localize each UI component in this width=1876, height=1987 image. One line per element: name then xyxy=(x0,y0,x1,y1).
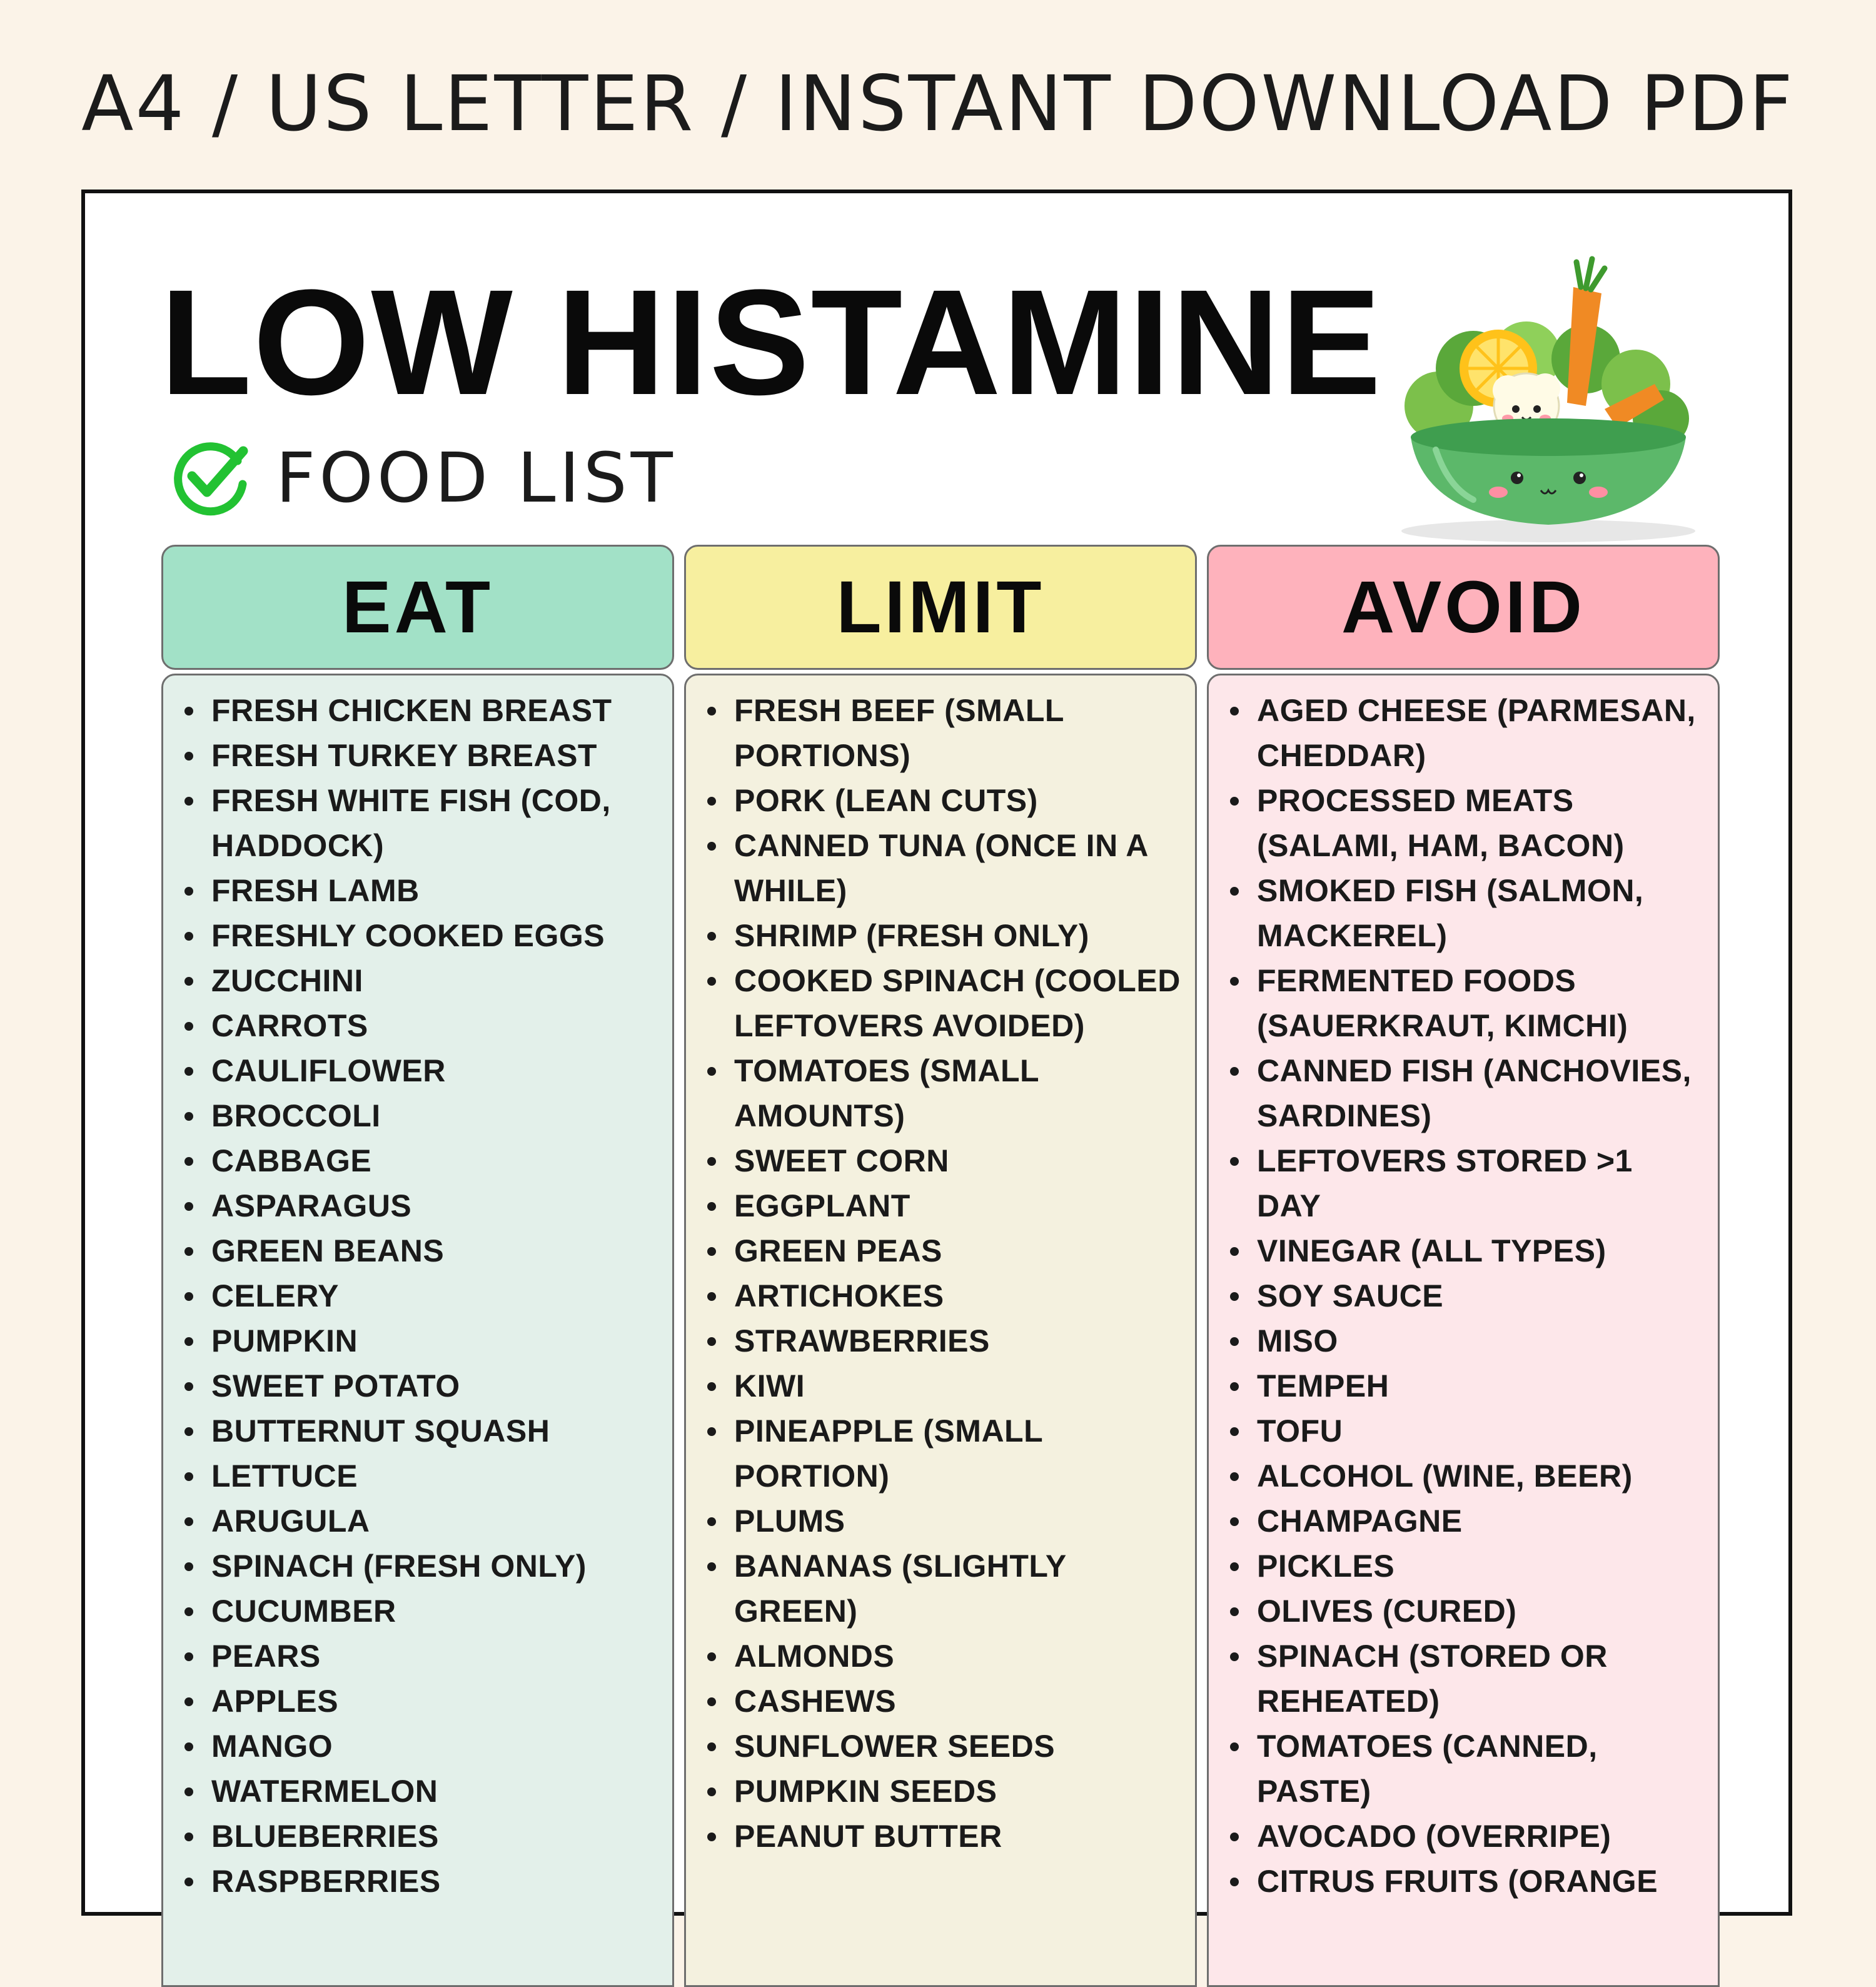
list-item: CELERY xyxy=(183,1273,660,1318)
eat-header: EAT xyxy=(161,545,674,670)
list-item: FRESH TURKEY BREAST xyxy=(183,733,660,778)
list-item: ALMONDS xyxy=(706,1634,1183,1679)
list-item: PEANUT BUTTER xyxy=(706,1814,1183,1859)
subtitle-row xyxy=(169,437,677,518)
eat-list xyxy=(183,688,660,1904)
limit-list-panel xyxy=(684,674,1197,1987)
list-item: BLUEBERRIES xyxy=(183,1814,660,1859)
list-item: FRESH CHICKEN BREAST xyxy=(183,688,660,733)
list-item: CASHEWS xyxy=(706,1679,1183,1724)
list-item: FERMENTED FOODS (SAUERKRAUT, KIMCHI) xyxy=(1229,958,1705,1048)
checkmark-circle-icon xyxy=(169,437,251,518)
list-item: EGGPLANT xyxy=(706,1183,1183,1228)
list-item: STRAWBERRIES xyxy=(706,1318,1183,1363)
list-item: SHRIMP (FRESH ONLY) xyxy=(706,913,1183,958)
list-item: MISO xyxy=(1229,1318,1705,1363)
eat-column xyxy=(161,545,674,1987)
avoid-column xyxy=(1207,545,1720,1987)
list-item: CABBAGE xyxy=(183,1138,660,1183)
list-item: FRESH LAMB xyxy=(183,868,660,913)
list-item: BROCCOLI xyxy=(183,1093,660,1138)
list-item: FRESH WHITE FISH (COD, HADDOCK) xyxy=(183,778,660,868)
list-item: PUMPKIN xyxy=(183,1318,660,1363)
list-item: TEMPEH xyxy=(1229,1363,1705,1408)
list-item: APPLES xyxy=(183,1679,660,1724)
format-banner: A4 / US LETTER / INSTANT DOWNLOAD PDF xyxy=(81,59,1795,148)
list-item: ZUCCHINI xyxy=(183,958,660,1003)
list-item: ALCOHOL (WINE, BEER) xyxy=(1229,1454,1705,1499)
list-item: AGED CHEESE (PARMESAN, CHEDDAR) xyxy=(1229,688,1705,778)
list-item: PUMPKIN SEEDS xyxy=(706,1769,1183,1814)
list-item: CARROTS xyxy=(183,1003,660,1048)
page-title: LOW HISTAMINE xyxy=(160,258,1383,426)
list-item: WATERMELON xyxy=(183,1769,660,1814)
list-item: FRESHLY COOKED EGGS xyxy=(183,913,660,958)
limit-list xyxy=(706,688,1183,1859)
list-item: KIWI xyxy=(706,1363,1183,1408)
list-item: CAULIFLOWER xyxy=(183,1048,660,1093)
list-item: PICKLES xyxy=(1229,1544,1705,1589)
list-item: CANNED FISH (ANCHOVIES, SARDINES) xyxy=(1229,1048,1705,1138)
list-item: AVOCADO (OVERRIPE) xyxy=(1229,1814,1705,1859)
list-item: ARTICHOKES xyxy=(706,1273,1183,1318)
avoid-list xyxy=(1229,688,1705,1904)
list-item: SWEET POTATO xyxy=(183,1363,660,1408)
page-subtitle: FOOD LIST xyxy=(276,438,677,518)
list-item: SMOKED FISH (SALMON, MACKEREL) xyxy=(1229,868,1705,958)
list-item: BUTTERNUT SQUASH xyxy=(183,1408,660,1454)
list-item: COOKED SPINACH (COOLED LEFTOVERS AVOIDED) xyxy=(706,958,1183,1048)
list-item: BANANAS (SLIGHTLY GREEN) xyxy=(706,1544,1183,1634)
salad-bowl-illustration xyxy=(1379,250,1705,575)
avoid-header: AVOID xyxy=(1207,545,1720,670)
list-item: SOY SAUCE xyxy=(1229,1273,1705,1318)
list-item: ARUGULA xyxy=(183,1499,660,1544)
list-item: TOFU xyxy=(1229,1408,1705,1454)
list-item: SUNFLOWER SEEDS xyxy=(706,1724,1183,1769)
limit-header: LIMIT xyxy=(684,545,1197,670)
list-item: RASPBERRIES xyxy=(183,1859,660,1904)
list-item: GREEN BEANS xyxy=(183,1228,660,1273)
list-item: CUCUMBER xyxy=(183,1589,660,1634)
list-item: PEARS xyxy=(183,1634,660,1679)
limit-column xyxy=(684,545,1197,1987)
list-item: CHAMPAGNE xyxy=(1229,1499,1705,1544)
list-item: CITRUS FRUITS (ORANGE xyxy=(1229,1859,1705,1904)
list-item: SPINACH (STORED OR REHEATED) xyxy=(1229,1634,1705,1724)
list-item: TOMATOES (CANNED, PASTE) xyxy=(1229,1724,1705,1814)
list-item: VINEGAR (ALL TYPES) xyxy=(1229,1228,1705,1273)
list-item: FRESH BEEF (SMALL PORTIONS) xyxy=(706,688,1183,778)
list-item: PORK (LEAN CUTS) xyxy=(706,778,1183,823)
list-item: SWEET CORN xyxy=(706,1138,1183,1183)
list-item: PLUMS xyxy=(706,1499,1183,1544)
eat-list-panel xyxy=(161,674,674,1987)
printable-sheet xyxy=(81,190,1792,1916)
list-item: SPINACH (FRESH ONLY) xyxy=(183,1544,660,1589)
list-item: OLIVES (CURED) xyxy=(1229,1589,1705,1634)
list-item: GREEN PEAS xyxy=(706,1228,1183,1273)
list-item: CANNED TUNA (ONCE IN A WHILE) xyxy=(706,823,1183,913)
list-item: MANGO xyxy=(183,1724,660,1769)
list-item: LETTUCE xyxy=(183,1454,660,1499)
list-item: PROCESSED MEATS (SALAMI, HAM, BACON) xyxy=(1229,778,1705,868)
avoid-list-panel xyxy=(1207,674,1720,1987)
list-item: PINEAPPLE (SMALL PORTION) xyxy=(706,1408,1183,1499)
list-item: ASPARAGUS xyxy=(183,1183,660,1228)
list-item: TOMATOES (SMALL AMOUNTS) xyxy=(706,1048,1183,1138)
list-item: LEFTOVERS STORED >1 DAY xyxy=(1229,1138,1705,1228)
